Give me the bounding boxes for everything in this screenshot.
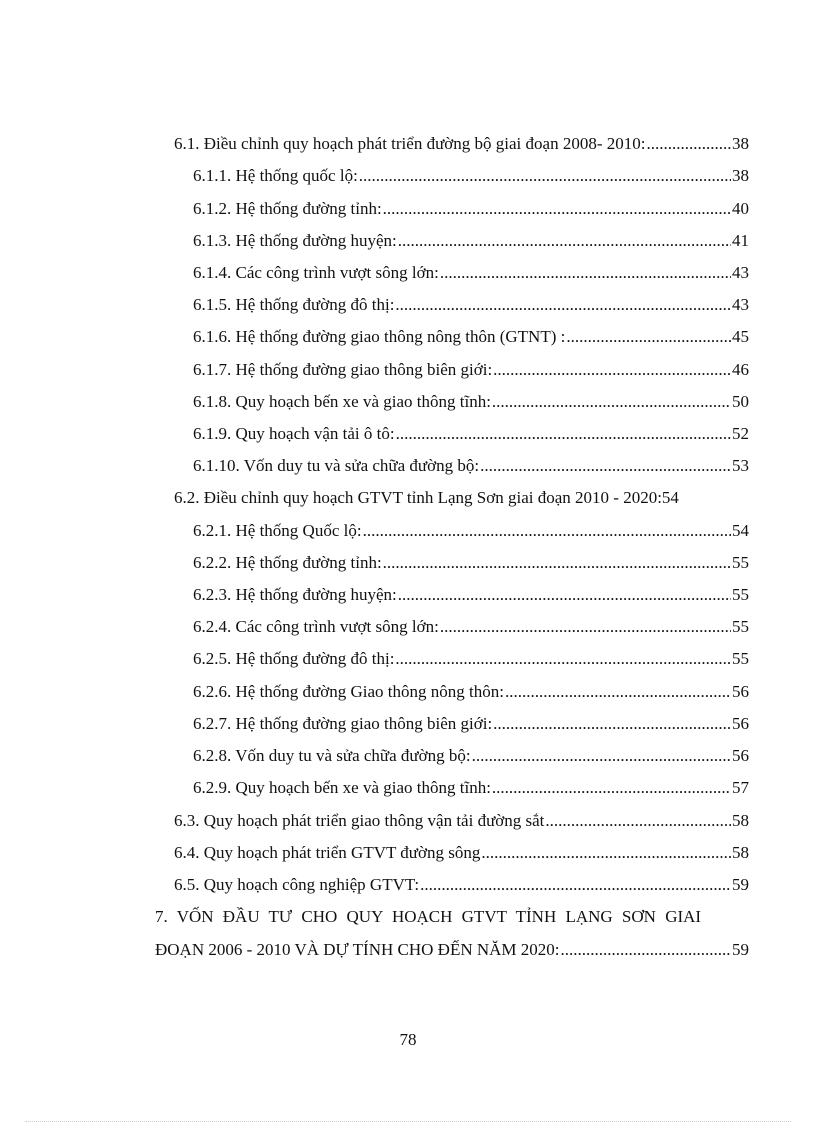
toc-entry-page: 54 <box>661 488 679 507</box>
toc-entry-page: 58 <box>732 843 749 862</box>
toc-entry[interactable] <box>193 198 749 220</box>
toc-entry-title: 6.2.7. Hệ thống đường giao thông biên giới: <box>193 714 493 733</box>
toc-entry[interactable] <box>193 616 749 638</box>
toc-entry-page: 55 <box>732 617 749 636</box>
toc-entry-page: 54 <box>732 521 749 540</box>
toc-leader-dots <box>395 294 731 316</box>
toc-entry-title: 6.5. Quy hoạch công nghiệp GTVT: <box>174 875 420 894</box>
toc-leader-dots <box>566 326 731 348</box>
toc-entry-page: 46 <box>732 360 749 379</box>
toc-entry-page: 43 <box>732 263 749 282</box>
toc-entry-page: 55 <box>732 553 749 572</box>
toc-entry[interactable] <box>174 487 749 509</box>
toc-entry[interactable] <box>193 359 749 381</box>
toc-entry[interactable] <box>193 648 749 670</box>
toc-entry-title: 6.1.9. Quy hoạch vận tải ô tô: <box>193 424 395 443</box>
toc-leader-dots <box>363 520 731 542</box>
toc-entry[interactable] <box>174 810 749 832</box>
toc-leader-dots <box>492 391 731 413</box>
toc-entry-title: 6.1.4. Các công trình vượt sông lớn: <box>193 263 439 282</box>
toc-entry-title: 6.1.7. Hệ thống đường giao thông biên giới: <box>193 360 493 379</box>
toc-leader-dots <box>545 810 731 832</box>
toc-leader-dots <box>359 165 731 187</box>
toc-leader-dots <box>505 681 731 703</box>
toc-entry[interactable] <box>193 777 749 799</box>
toc-entry-title: 6.2.8. Vốn duy tu và sửa chữa đường bộ: <box>193 746 471 765</box>
toc-leader-dots <box>398 230 731 252</box>
toc-entry-page: 45 <box>732 327 749 346</box>
toc-leader-dots <box>493 359 731 381</box>
toc-entry-title: 6.2.3. Hệ thống đường huyện: <box>193 585 397 604</box>
toc-entry-page: 59 <box>732 875 749 894</box>
toc-entry-page: 53 <box>732 456 749 475</box>
toc-entry-page: 55 <box>732 585 749 604</box>
toc-entry-page: 43 <box>732 295 749 314</box>
toc-leader-dots <box>493 713 731 735</box>
toc-entry-title: 6.1.1. Hệ thống quốc lộ: <box>193 166 358 185</box>
toc-entry-page: 58 <box>732 811 749 830</box>
toc-entry-page: 52 <box>732 424 749 443</box>
toc-entry[interactable] <box>193 262 749 284</box>
toc-entry-page: 40 <box>732 199 749 218</box>
toc-entry-title: 6.2.5. Hệ thống đường đô thị: <box>193 649 395 668</box>
toc-entry-title: 6.1.8. Quy hoạch bến xe và giao thông tĩnh: <box>193 392 491 411</box>
toc-leader-dots <box>395 648 731 670</box>
toc-entry-title: 6.2. Điều chỉnh quy hoạch GTVT tỉnh Lạng Sơn giai đoạn 2010 - 2020: <box>174 488 662 507</box>
toc-entry-title: 6.2.2. Hệ thống đường tỉnh: <box>193 553 382 572</box>
toc-entry-title: 6.1.5. Hệ thống đường đô thị: <box>193 295 395 314</box>
toc-entry-page: 38 <box>732 134 749 153</box>
toc-entry-title: 6.1.3. Hệ thống đường huyện: <box>193 231 397 250</box>
toc-entry[interactable] <box>193 165 749 187</box>
toc-leader-dots <box>396 423 731 445</box>
toc-entry-title: 6.1.6. Hệ thống đường giao thông nông thôn (GTNT) : <box>193 327 566 346</box>
toc-entry-page: 57 <box>732 778 749 797</box>
toc-entry-page: 59 <box>732 940 749 959</box>
toc-entry-title: 6.3. Quy hoạch phát triển giao thông vận tải đường sắt <box>174 811 545 830</box>
toc-entry-page: 56 <box>732 714 749 733</box>
toc-entry-title: 7. VỐN ĐẦU TƯ CHO QUY HOẠCH GTVT TỈNH LẠNG SƠN GIAI <box>155 907 702 926</box>
toc-entry[interactable] <box>193 681 749 703</box>
toc-entry-title: ĐOẠN 2006 - 2010 VÀ DỰ TÍNH CHO ĐẾN NĂM 2020: <box>155 940 560 959</box>
toc-entry[interactable] <box>193 520 749 542</box>
toc-leader-dots <box>383 198 731 220</box>
page-bottom-divider <box>25 1121 791 1122</box>
toc-entry-page: 38 <box>732 166 749 185</box>
toc-entry-title: 6.2.1. Hệ thống Quốc lộ: <box>193 521 362 540</box>
toc-entry[interactable] <box>193 552 749 574</box>
toc-entry-title: 6.2.9. Quy hoạch bến xe và giao thông tĩnh: <box>193 778 491 797</box>
toc-entry-title: 6.1.2. Hệ thống đường tỉnh: <box>193 199 382 218</box>
toc-entry[interactable] <box>174 133 749 155</box>
toc-entry[interactable] <box>193 745 749 767</box>
toc-entry[interactable] <box>174 842 749 864</box>
toc-entry[interactable] <box>193 423 749 445</box>
toc-entry[interactable] <box>193 584 749 606</box>
toc-leader-dots <box>561 939 732 961</box>
toc-leader-dots <box>440 616 731 638</box>
page-number: 78 <box>399 1030 417 1049</box>
toc-leader-dots <box>646 133 731 155</box>
toc-leader-dots <box>480 455 731 477</box>
toc-entry[interactable] <box>193 326 749 348</box>
toc-entry-page: 56 <box>732 682 749 701</box>
toc-entry[interactable] <box>193 455 749 477</box>
toc-entry-page: 56 <box>732 746 749 765</box>
toc-entry[interactable] <box>193 391 749 413</box>
toc-entry-heading-line-1[interactable] <box>155 906 749 928</box>
toc-entry-title: 6.4. Quy hoạch phát triển GTVT đường sông <box>174 843 481 862</box>
toc-entry[interactable] <box>174 874 749 896</box>
toc-entry[interactable] <box>193 294 749 316</box>
toc-entry-page: 41 <box>732 231 749 250</box>
toc-entry-title: 6.2.4. Các công trình vượt sông lớn: <box>193 617 439 636</box>
toc-leader-dots <box>472 745 731 767</box>
toc-entry[interactable] <box>193 230 749 252</box>
toc-entry[interactable] <box>193 713 749 735</box>
toc-leader-dots <box>398 584 731 606</box>
toc-entry-title: 6.1. Điều chỉnh quy hoạch phát triển đường bộ giai đoạn 2008- 2010: <box>174 134 646 153</box>
toc-leader-dots <box>440 262 731 284</box>
toc-entry-title: 6.1.10. Vốn duy tu và sửa chữa đường bộ: <box>193 456 480 475</box>
toc-entry-heading-line-2[interactable] <box>155 939 749 961</box>
toc-entry-title: 6.2.6. Hệ thống đường Giao thông nông thôn: <box>193 682 504 701</box>
toc-leader-dots <box>481 842 731 864</box>
toc-leader-dots <box>420 874 731 896</box>
toc-leader-dots <box>492 777 731 799</box>
toc-entry-page: 55 <box>732 649 749 668</box>
toc-entry-page: 50 <box>732 392 749 411</box>
toc-leader-dots <box>383 552 731 574</box>
